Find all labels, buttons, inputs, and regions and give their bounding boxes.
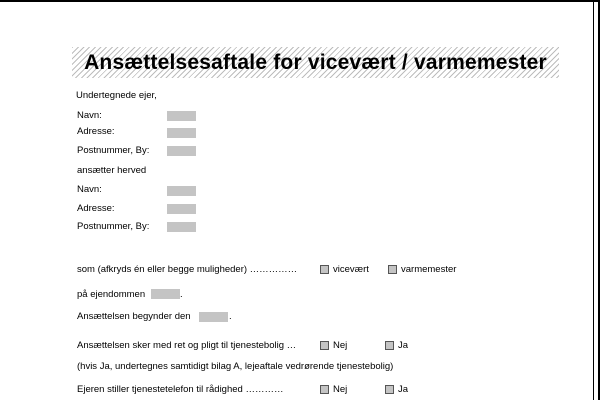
housing-yes-checkbox[interactable] <box>385 341 394 350</box>
housing-no-label: Nej <box>333 340 348 351</box>
phone-no-checkbox[interactable] <box>320 385 329 394</box>
owner-name-field[interactable] <box>167 111 196 121</box>
owner-intro: Undertegnede ejer, <box>76 90 157 101</box>
page-border-top <box>0 0 600 2</box>
property-label: på ejendommen <box>77 289 146 300</box>
viceveart-checkbox[interactable] <box>320 265 329 274</box>
employee-name-field[interactable] <box>167 186 196 196</box>
document-title: Ansættelsesaftale for vicevært / varmemester <box>84 50 547 74</box>
start-date-suffix: . <box>229 311 232 322</box>
start-date-label: Ansættelsen begynder den <box>77 311 191 322</box>
owner-name-label: Navn: <box>77 110 102 121</box>
owner-postal-label: Postnummer, By: <box>77 145 150 156</box>
phone-question: Ejeren stiller tjenestetelefon til rådighed ………… <box>77 384 284 395</box>
housing-note: (hvis Ja, undertegnes samtidigt bilag A, lejeaftale vedrørende tjenestebolig) <box>77 361 394 372</box>
property-field[interactable] <box>151 289 180 299</box>
varmemester-label: varmemester <box>401 264 457 275</box>
owner-address-field[interactable] <box>167 128 196 138</box>
employee-address-field[interactable] <box>167 204 196 214</box>
employee-postal-label: Postnummer, By: <box>77 221 150 232</box>
phone-no-label: Nej <box>333 384 348 395</box>
start-date-field[interactable] <box>199 312 228 322</box>
phone-yes-label: Ja <box>398 384 409 395</box>
varmemester-checkbox[interactable] <box>388 265 397 274</box>
page-border-right-inner <box>593 0 594 400</box>
viceveart-label: vicevært <box>333 264 369 275</box>
housing-yes-label: Ja <box>398 340 409 351</box>
role-question: som (afkryds én eller begge muligheder) …………… <box>77 264 298 275</box>
title-banner <box>72 47 559 78</box>
owner-postal-field[interactable] <box>167 146 196 156</box>
housing-question: Ansættelsen sker med ret og pligt til tjenestebolig … <box>77 340 297 351</box>
property-suffix: . <box>180 289 183 300</box>
employee-address-label: Adresse: <box>77 203 115 214</box>
phone-yes-checkbox[interactable] <box>385 385 394 394</box>
employee-postal-field[interactable] <box>167 222 196 232</box>
employee-name-label: Navn: <box>77 184 102 195</box>
hires-intro: ansætter herved <box>77 165 147 176</box>
owner-address-label: Adresse: <box>77 126 115 137</box>
housing-no-checkbox[interactable] <box>320 341 329 350</box>
